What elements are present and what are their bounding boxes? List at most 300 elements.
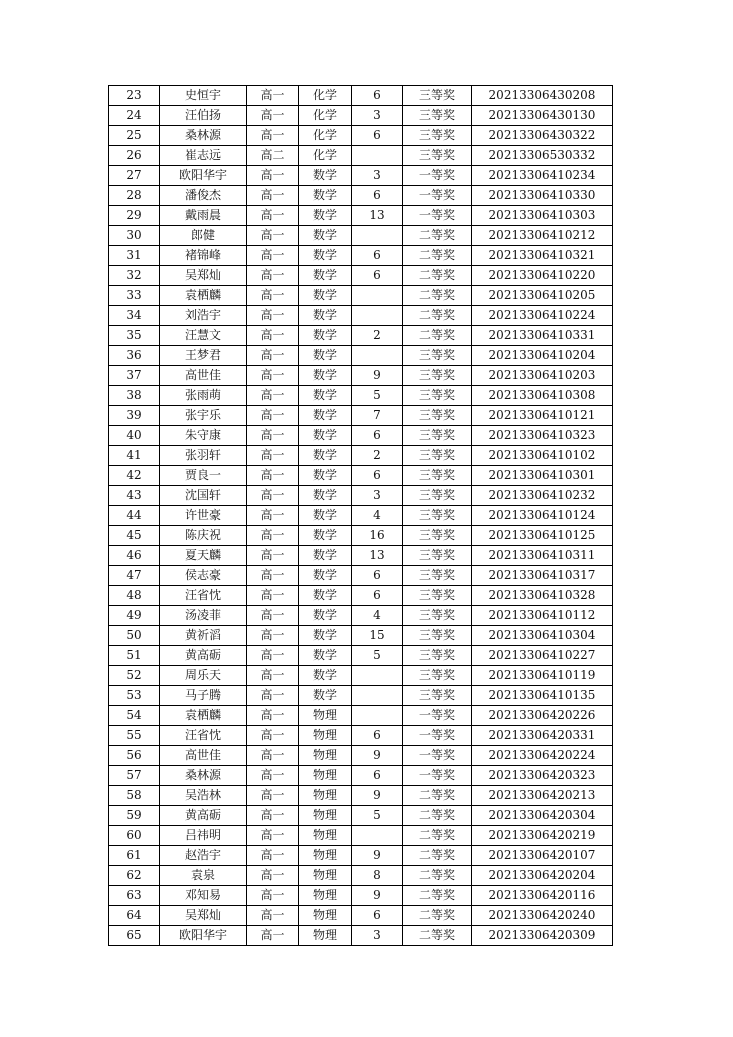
table-row bbox=[109, 166, 613, 186]
award-level-cell: 三等奖 bbox=[403, 86, 472, 106]
student-name-cell: 沈国轩 bbox=[160, 486, 247, 506]
award-level-cell: 三等奖 bbox=[403, 646, 472, 666]
subject-cell: 物理 bbox=[299, 726, 352, 746]
certificate-number-cell: 20213306410317 bbox=[472, 566, 613, 586]
table-row bbox=[109, 886, 613, 906]
subject-cell: 数学 bbox=[299, 606, 352, 626]
subject-cell: 数学 bbox=[299, 406, 352, 426]
table-row bbox=[109, 346, 613, 366]
student-name-cell: 夏天麟 bbox=[160, 546, 247, 566]
award-level-cell: 二等奖 bbox=[403, 786, 472, 806]
subject-cell: 数学 bbox=[299, 386, 352, 406]
student-name-cell: 王梦君 bbox=[160, 346, 247, 366]
certificate-number-cell: 20213306410203 bbox=[472, 366, 613, 386]
class-number-cell: 3 bbox=[352, 166, 403, 186]
row-number-cell: 35 bbox=[109, 326, 160, 346]
award-level-cell: 三等奖 bbox=[403, 686, 472, 706]
certificate-number-cell: 20213306410311 bbox=[472, 546, 613, 566]
class-number-cell: 9 bbox=[352, 886, 403, 906]
subject-cell: 数学 bbox=[299, 266, 352, 286]
table-row bbox=[109, 106, 613, 126]
subject-cell: 物理 bbox=[299, 766, 352, 786]
row-number-cell: 37 bbox=[109, 366, 160, 386]
student-name-cell: 许世豪 bbox=[160, 506, 247, 526]
subject-cell: 数学 bbox=[299, 206, 352, 226]
certificate-number-cell: 20213306410112 bbox=[472, 606, 613, 626]
class-number-cell: 9 bbox=[352, 846, 403, 866]
subject-cell: 数学 bbox=[299, 246, 352, 266]
table-row bbox=[109, 646, 613, 666]
award-level-cell: 二等奖 bbox=[403, 926, 472, 946]
student-name-cell: 吴浩林 bbox=[160, 786, 247, 806]
class-number-cell: 6 bbox=[352, 906, 403, 926]
certificate-number-cell: 20213306420204 bbox=[472, 866, 613, 886]
table-row bbox=[109, 406, 613, 426]
certificate-number-cell: 20213306410328 bbox=[472, 586, 613, 606]
subject-cell: 数学 bbox=[299, 486, 352, 506]
student-name-cell: 欧阳华宇 bbox=[160, 166, 247, 186]
table-row bbox=[109, 726, 613, 746]
table-row bbox=[109, 326, 613, 346]
subject-cell: 数学 bbox=[299, 666, 352, 686]
student-name-cell: 戴雨晨 bbox=[160, 206, 247, 226]
row-number-cell: 46 bbox=[109, 546, 160, 566]
table-row bbox=[109, 866, 613, 886]
student-name-cell: 吕祎明 bbox=[160, 826, 247, 846]
row-number-cell: 51 bbox=[109, 646, 160, 666]
row-number-cell: 55 bbox=[109, 726, 160, 746]
grade-cell: 高一 bbox=[247, 466, 299, 486]
award-level-cell: 一等奖 bbox=[403, 186, 472, 206]
class-number-cell: 3 bbox=[352, 486, 403, 506]
row-number-cell: 36 bbox=[109, 346, 160, 366]
award-level-cell: 三等奖 bbox=[403, 126, 472, 146]
class-number-cell: 2 bbox=[352, 326, 403, 346]
row-number-cell: 25 bbox=[109, 126, 160, 146]
table-row bbox=[109, 446, 613, 466]
student-name-cell: 袁栖麟 bbox=[160, 706, 247, 726]
certificate-number-cell: 20213306420213 bbox=[472, 786, 613, 806]
subject-cell: 数学 bbox=[299, 166, 352, 186]
row-number-cell: 23 bbox=[109, 86, 160, 106]
grade-cell: 高一 bbox=[247, 106, 299, 126]
row-number-cell: 50 bbox=[109, 626, 160, 646]
row-number-cell: 24 bbox=[109, 106, 160, 126]
subject-cell: 数学 bbox=[299, 466, 352, 486]
class-number-cell: 5 bbox=[352, 806, 403, 826]
award-list-page bbox=[108, 85, 613, 946]
table-row bbox=[109, 746, 613, 766]
table-row bbox=[109, 366, 613, 386]
grade-cell: 高一 bbox=[247, 486, 299, 506]
class-number-cell bbox=[352, 686, 403, 706]
class-number-cell bbox=[352, 226, 403, 246]
row-number-cell: 59 bbox=[109, 806, 160, 826]
grade-cell: 高一 bbox=[247, 626, 299, 646]
table-row bbox=[109, 846, 613, 866]
grade-cell: 高一 bbox=[247, 406, 299, 426]
certificate-number-cell: 20213306420107 bbox=[472, 846, 613, 866]
table-row bbox=[109, 426, 613, 446]
student-name-cell: 汪伯扬 bbox=[160, 106, 247, 126]
grade-cell: 高一 bbox=[247, 546, 299, 566]
table-row bbox=[109, 226, 613, 246]
class-number-cell: 4 bbox=[352, 506, 403, 526]
table-row bbox=[109, 386, 613, 406]
class-number-cell bbox=[352, 146, 403, 166]
award-level-cell: 二等奖 bbox=[403, 226, 472, 246]
student-name-cell: 吴郑灿 bbox=[160, 266, 247, 286]
row-number-cell: 65 bbox=[109, 926, 160, 946]
grade-cell: 高一 bbox=[247, 806, 299, 826]
subject-cell: 数学 bbox=[299, 646, 352, 666]
award-level-cell: 三等奖 bbox=[403, 346, 472, 366]
row-number-cell: 48 bbox=[109, 586, 160, 606]
class-number-cell: 7 bbox=[352, 406, 403, 426]
grade-cell: 高一 bbox=[247, 86, 299, 106]
subject-cell: 数学 bbox=[299, 426, 352, 446]
student-name-cell: 史恒宇 bbox=[160, 86, 247, 106]
award-table-body bbox=[109, 86, 613, 946]
class-number-cell: 9 bbox=[352, 786, 403, 806]
subject-cell: 数学 bbox=[299, 286, 352, 306]
subject-cell: 物理 bbox=[299, 746, 352, 766]
subject-cell: 物理 bbox=[299, 786, 352, 806]
student-name-cell: 高世佳 bbox=[160, 366, 247, 386]
certificate-number-cell: 20213306410224 bbox=[472, 306, 613, 326]
award-level-cell: 三等奖 bbox=[403, 666, 472, 686]
award-level-cell: 二等奖 bbox=[403, 286, 472, 306]
grade-cell: 高一 bbox=[247, 326, 299, 346]
student-name-cell: 褚锦峰 bbox=[160, 246, 247, 266]
award-level-cell: 一等奖 bbox=[403, 166, 472, 186]
class-number-cell: 6 bbox=[352, 86, 403, 106]
student-name-cell: 桑林源 bbox=[160, 766, 247, 786]
table-row bbox=[109, 606, 613, 626]
award-level-cell: 三等奖 bbox=[403, 146, 472, 166]
subject-cell: 数学 bbox=[299, 506, 352, 526]
grade-cell: 高一 bbox=[247, 366, 299, 386]
award-level-cell: 二等奖 bbox=[403, 866, 472, 886]
award-level-cell: 三等奖 bbox=[403, 426, 472, 446]
class-number-cell: 8 bbox=[352, 866, 403, 886]
certificate-number-cell: 20213306410220 bbox=[472, 266, 613, 286]
subject-cell: 物理 bbox=[299, 866, 352, 886]
subject-cell: 物理 bbox=[299, 706, 352, 726]
award-level-cell: 三等奖 bbox=[403, 466, 472, 486]
subject-cell: 数学 bbox=[299, 326, 352, 346]
table-row bbox=[109, 526, 613, 546]
student-name-cell: 张雨萌 bbox=[160, 386, 247, 406]
student-name-cell: 侯志豪 bbox=[160, 566, 247, 586]
table-row bbox=[109, 586, 613, 606]
certificate-number-cell: 20213306410301 bbox=[472, 466, 613, 486]
award-level-cell: 三等奖 bbox=[403, 606, 472, 626]
certificate-number-cell: 20213306410331 bbox=[472, 326, 613, 346]
student-name-cell: 刘浩宇 bbox=[160, 306, 247, 326]
table-row bbox=[109, 826, 613, 846]
certificate-number-cell: 20213306410304 bbox=[472, 626, 613, 646]
award-level-cell: 三等奖 bbox=[403, 506, 472, 526]
row-number-cell: 53 bbox=[109, 686, 160, 706]
grade-cell: 高一 bbox=[247, 766, 299, 786]
award-level-cell: 二等奖 bbox=[403, 826, 472, 846]
row-number-cell: 38 bbox=[109, 386, 160, 406]
award-level-cell: 三等奖 bbox=[403, 626, 472, 646]
grade-cell: 高一 bbox=[247, 526, 299, 546]
grade-cell: 高一 bbox=[247, 286, 299, 306]
subject-cell: 数学 bbox=[299, 306, 352, 326]
award-level-cell: 三等奖 bbox=[403, 406, 472, 426]
class-number-cell: 6 bbox=[352, 466, 403, 486]
class-number-cell: 13 bbox=[352, 546, 403, 566]
row-number-cell: 31 bbox=[109, 246, 160, 266]
subject-cell: 化学 bbox=[299, 86, 352, 106]
table-row bbox=[109, 306, 613, 326]
certificate-number-cell: 20213306420116 bbox=[472, 886, 613, 906]
certificate-number-cell: 20213306430322 bbox=[472, 126, 613, 146]
subject-cell: 数学 bbox=[299, 226, 352, 246]
table-row bbox=[109, 266, 613, 286]
class-number-cell bbox=[352, 706, 403, 726]
grade-cell: 高一 bbox=[247, 246, 299, 266]
certificate-number-cell: 20213306410303 bbox=[472, 206, 613, 226]
class-number-cell: 3 bbox=[352, 106, 403, 126]
row-number-cell: 27 bbox=[109, 166, 160, 186]
subject-cell: 数学 bbox=[299, 626, 352, 646]
subject-cell: 数学 bbox=[299, 346, 352, 366]
certificate-number-cell: 20213306420226 bbox=[472, 706, 613, 726]
class-number-cell: 16 bbox=[352, 526, 403, 546]
grade-cell: 高一 bbox=[247, 826, 299, 846]
grade-cell: 高一 bbox=[247, 126, 299, 146]
certificate-number-cell: 20213306420304 bbox=[472, 806, 613, 826]
subject-cell: 数学 bbox=[299, 186, 352, 206]
class-number-cell bbox=[352, 666, 403, 686]
certificate-number-cell: 20213306410204 bbox=[472, 346, 613, 366]
certificate-number-cell: 20213306410308 bbox=[472, 386, 613, 406]
table-row bbox=[109, 506, 613, 526]
table-row bbox=[109, 766, 613, 786]
row-number-cell: 64 bbox=[109, 906, 160, 926]
grade-cell: 高一 bbox=[247, 266, 299, 286]
student-name-cell: 邓知易 bbox=[160, 886, 247, 906]
grade-cell: 高一 bbox=[247, 686, 299, 706]
award-level-cell: 三等奖 bbox=[403, 366, 472, 386]
certificate-number-cell: 20213306420219 bbox=[472, 826, 613, 846]
subject-cell: 物理 bbox=[299, 846, 352, 866]
grade-cell: 高一 bbox=[247, 866, 299, 886]
class-number-cell bbox=[352, 346, 403, 366]
certificate-number-cell: 20213306410323 bbox=[472, 426, 613, 446]
student-name-cell: 汤凌菲 bbox=[160, 606, 247, 626]
row-number-cell: 32 bbox=[109, 266, 160, 286]
row-number-cell: 49 bbox=[109, 606, 160, 626]
table-row bbox=[109, 86, 613, 106]
row-number-cell: 56 bbox=[109, 746, 160, 766]
row-number-cell: 63 bbox=[109, 886, 160, 906]
class-number-cell: 2 bbox=[352, 446, 403, 466]
grade-cell: 高一 bbox=[247, 726, 299, 746]
grade-cell: 高一 bbox=[247, 186, 299, 206]
student-name-cell: 黄高砺 bbox=[160, 806, 247, 826]
student-name-cell: 周乐天 bbox=[160, 666, 247, 686]
class-number-cell: 3 bbox=[352, 926, 403, 946]
award-level-cell: 一等奖 bbox=[403, 706, 472, 726]
certificate-number-cell: 20213306410205 bbox=[472, 286, 613, 306]
class-number-cell: 6 bbox=[352, 586, 403, 606]
grade-cell: 高一 bbox=[247, 846, 299, 866]
table-row bbox=[109, 286, 613, 306]
student-name-cell: 张宇乐 bbox=[160, 406, 247, 426]
row-number-cell: 42 bbox=[109, 466, 160, 486]
row-number-cell: 34 bbox=[109, 306, 160, 326]
table-row bbox=[109, 706, 613, 726]
grade-cell: 高一 bbox=[247, 706, 299, 726]
row-number-cell: 61 bbox=[109, 846, 160, 866]
row-number-cell: 45 bbox=[109, 526, 160, 546]
subject-cell: 数学 bbox=[299, 526, 352, 546]
grade-cell: 高一 bbox=[247, 906, 299, 926]
award-level-cell: 三等奖 bbox=[403, 566, 472, 586]
row-number-cell: 57 bbox=[109, 766, 160, 786]
certificate-number-cell: 20213306410125 bbox=[472, 526, 613, 546]
subject-cell: 化学 bbox=[299, 126, 352, 146]
row-number-cell: 26 bbox=[109, 146, 160, 166]
grade-cell: 高一 bbox=[247, 886, 299, 906]
subject-cell: 数学 bbox=[299, 686, 352, 706]
grade-cell: 高一 bbox=[247, 446, 299, 466]
grade-cell: 高一 bbox=[247, 926, 299, 946]
award-level-cell: 一等奖 bbox=[403, 726, 472, 746]
certificate-number-cell: 20213306410232 bbox=[472, 486, 613, 506]
class-number-cell: 6 bbox=[352, 726, 403, 746]
grade-cell: 高一 bbox=[247, 786, 299, 806]
certificate-number-cell: 20213306410102 bbox=[472, 446, 613, 466]
grade-cell: 高一 bbox=[247, 166, 299, 186]
student-name-cell: 袁泉 bbox=[160, 866, 247, 886]
row-number-cell: 62 bbox=[109, 866, 160, 886]
award-level-cell: 三等奖 bbox=[403, 586, 472, 606]
student-name-cell: 高世佳 bbox=[160, 746, 247, 766]
student-name-cell: 桑林源 bbox=[160, 126, 247, 146]
row-number-cell: 58 bbox=[109, 786, 160, 806]
table-row bbox=[109, 626, 613, 646]
class-number-cell: 6 bbox=[352, 426, 403, 446]
table-row bbox=[109, 686, 613, 706]
grade-cell: 高一 bbox=[247, 426, 299, 446]
student-name-cell: 黄祈滔 bbox=[160, 626, 247, 646]
certificate-number-cell: 20213306530332 bbox=[472, 146, 613, 166]
certificate-number-cell: 20213306410124 bbox=[472, 506, 613, 526]
table-row bbox=[109, 926, 613, 946]
table-row bbox=[109, 486, 613, 506]
student-name-cell: 郎健 bbox=[160, 226, 247, 246]
table-row bbox=[109, 786, 613, 806]
table-row bbox=[109, 126, 613, 146]
table-row bbox=[109, 186, 613, 206]
subject-cell: 物理 bbox=[299, 806, 352, 826]
class-number-cell bbox=[352, 306, 403, 326]
grade-cell: 高一 bbox=[247, 646, 299, 666]
table-row bbox=[109, 566, 613, 586]
certificate-number-cell: 20213306410227 bbox=[472, 646, 613, 666]
table-row bbox=[109, 246, 613, 266]
student-name-cell: 黄高砺 bbox=[160, 646, 247, 666]
table-row bbox=[109, 146, 613, 166]
award-level-cell: 二等奖 bbox=[403, 306, 472, 326]
award-level-cell: 三等奖 bbox=[403, 386, 472, 406]
certificate-number-cell: 20213306410135 bbox=[472, 686, 613, 706]
award-level-cell: 一等奖 bbox=[403, 206, 472, 226]
subject-cell: 数学 bbox=[299, 546, 352, 566]
award-level-cell: 三等奖 bbox=[403, 106, 472, 126]
certificate-number-cell: 20213306420240 bbox=[472, 906, 613, 926]
award-level-cell: 二等奖 bbox=[403, 886, 472, 906]
class-number-cell bbox=[352, 286, 403, 306]
grade-cell: 高一 bbox=[247, 386, 299, 406]
certificate-number-cell: 20213306420309 bbox=[472, 926, 613, 946]
certificate-number-cell: 20213306430130 bbox=[472, 106, 613, 126]
row-number-cell: 44 bbox=[109, 506, 160, 526]
class-number-cell: 4 bbox=[352, 606, 403, 626]
table-row bbox=[109, 466, 613, 486]
award-level-cell: 三等奖 bbox=[403, 546, 472, 566]
class-number-cell: 9 bbox=[352, 746, 403, 766]
subject-cell: 数学 bbox=[299, 586, 352, 606]
award-level-cell: 一等奖 bbox=[403, 766, 472, 786]
row-number-cell: 33 bbox=[109, 286, 160, 306]
student-name-cell: 贾良一 bbox=[160, 466, 247, 486]
award-level-cell: 二等奖 bbox=[403, 846, 472, 866]
subject-cell: 数学 bbox=[299, 366, 352, 386]
class-number-cell: 5 bbox=[352, 646, 403, 666]
table-row bbox=[109, 906, 613, 926]
class-number-cell: 6 bbox=[352, 186, 403, 206]
certificate-number-cell: 20213306420331 bbox=[472, 726, 613, 746]
student-name-cell: 汪省忱 bbox=[160, 726, 247, 746]
award-level-cell: 三等奖 bbox=[403, 446, 472, 466]
row-number-cell: 29 bbox=[109, 206, 160, 226]
row-number-cell: 30 bbox=[109, 226, 160, 246]
student-name-cell: 汪省忱 bbox=[160, 586, 247, 606]
award-level-cell: 二等奖 bbox=[403, 906, 472, 926]
class-number-cell: 5 bbox=[352, 386, 403, 406]
row-number-cell: 39 bbox=[109, 406, 160, 426]
subject-cell: 物理 bbox=[299, 926, 352, 946]
certificate-number-cell: 20213306410330 bbox=[472, 186, 613, 206]
student-name-cell: 欧阳华宇 bbox=[160, 926, 247, 946]
award-level-cell: 三等奖 bbox=[403, 526, 472, 546]
grade-cell: 高一 bbox=[247, 566, 299, 586]
certificate-number-cell: 20213306420224 bbox=[472, 746, 613, 766]
subject-cell: 化学 bbox=[299, 146, 352, 166]
student-name-cell: 赵浩宇 bbox=[160, 846, 247, 866]
grade-cell: 高一 bbox=[247, 586, 299, 606]
award-table bbox=[108, 85, 613, 946]
student-name-cell: 陈庆祝 bbox=[160, 526, 247, 546]
table-row bbox=[109, 206, 613, 226]
subject-cell: 数学 bbox=[299, 566, 352, 586]
certificate-number-cell: 20213306410212 bbox=[472, 226, 613, 246]
row-number-cell: 28 bbox=[109, 186, 160, 206]
table-row bbox=[109, 546, 613, 566]
row-number-cell: 52 bbox=[109, 666, 160, 686]
subject-cell: 物理 bbox=[299, 906, 352, 926]
class-number-cell: 13 bbox=[352, 206, 403, 226]
student-name-cell: 马子腾 bbox=[160, 686, 247, 706]
grade-cell: 高一 bbox=[247, 746, 299, 766]
